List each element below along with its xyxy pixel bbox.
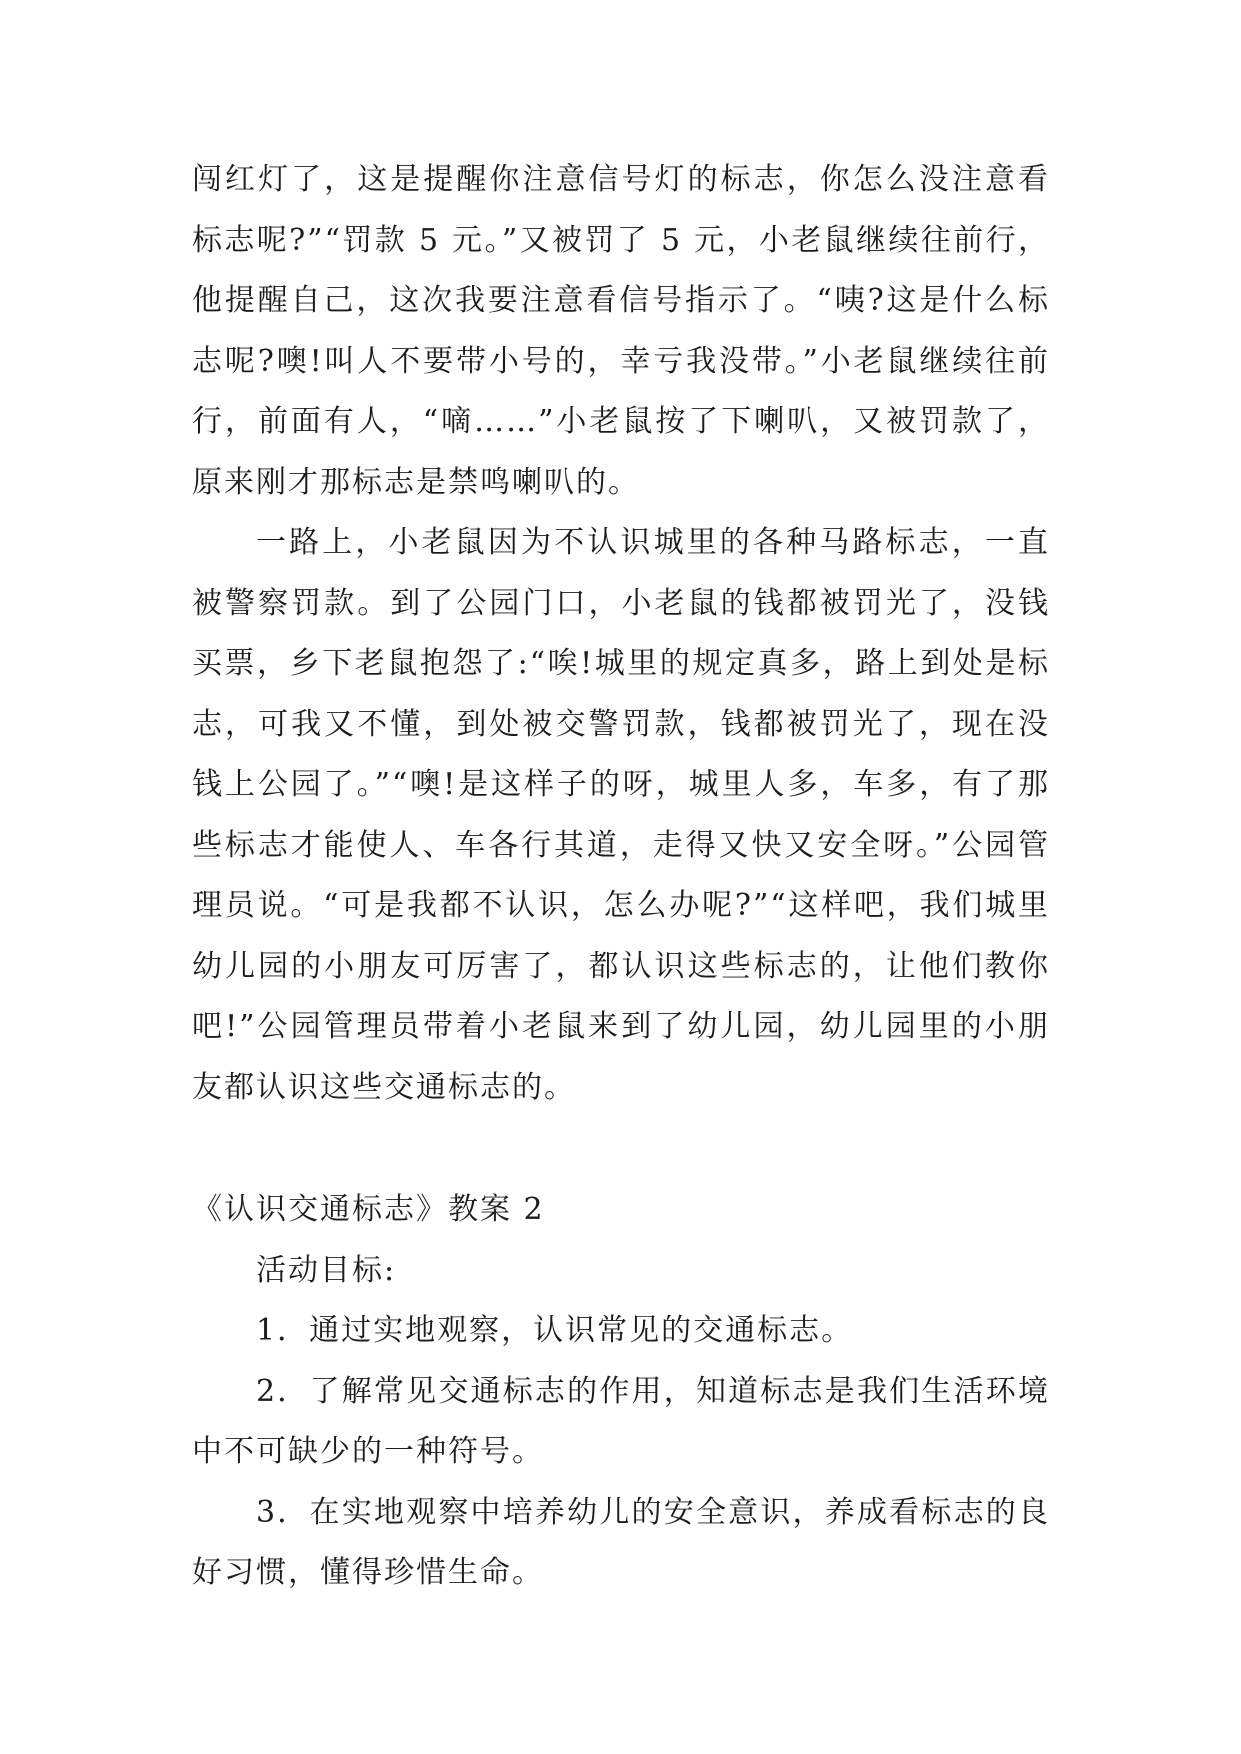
story-paragraph-2: 一路上，小老鼠因为不认识城里的各种马路标志，一直被警察罚款。到了公园门口，小老鼠的钱都被罚光了，没钱买票，乡下老鼠抱怨了:“唉!城里的规定真多，路上到处是标志，可我又不懂，到处被交警罚款，钱都被罚光了，现在没钱上公园了。”“噢!是这样子的呀，城里人多，车多，有了那些标志才能使人、车各行其道，走得又快又安全呀。”公园管理员说。“可是我都不认识，怎么办呢?”“这样吧，我们城里幼儿园的小朋友可厉害了，都认识这些标志的，让他们教你吧!”公园管理员带着小老鼠来到了幼儿园，幼儿园里的小朋友都认识这些交通标志的。 xyxy=(192,525,1050,1105)
objective-item-1: 1．通过实地观察，认识常见的交通标志。 xyxy=(256,1313,854,1348)
objective-item-2: 2．了解常见交通标志的作用，知道标志是我们生活环境中不可缺少的一种符号。 xyxy=(192,1373,1050,1469)
objective-item-3: 3．在实地观察中培养幼儿的安全意识，养成看标志的良好习惯，懂得珍惜生命。 xyxy=(192,1494,1050,1590)
story-paragraph-1: 闯红灯了，这是提醒你注意信号灯的标志，你怎么没注意看标志呢?”“罚款 5 元。”又被罚了 5 元，小老鼠继续往前行，他提醒自己，这次我要注意看信号指示了。“咦?这是什么标志呢?噢!叫人不要带小号的，幸亏我没带。”小老鼠继续往前行，前面有人，“嘀……”小老鼠按了下喇叭，又被罚款了，原来刚才那标志是禁鸣喇叭的。 xyxy=(192,162,1050,500)
section-title: 《认识交通标志》教案 2 xyxy=(192,1192,545,1227)
document-body xyxy=(192,150,1050,1604)
objectives-heading: 活动目标: xyxy=(256,1252,397,1288)
